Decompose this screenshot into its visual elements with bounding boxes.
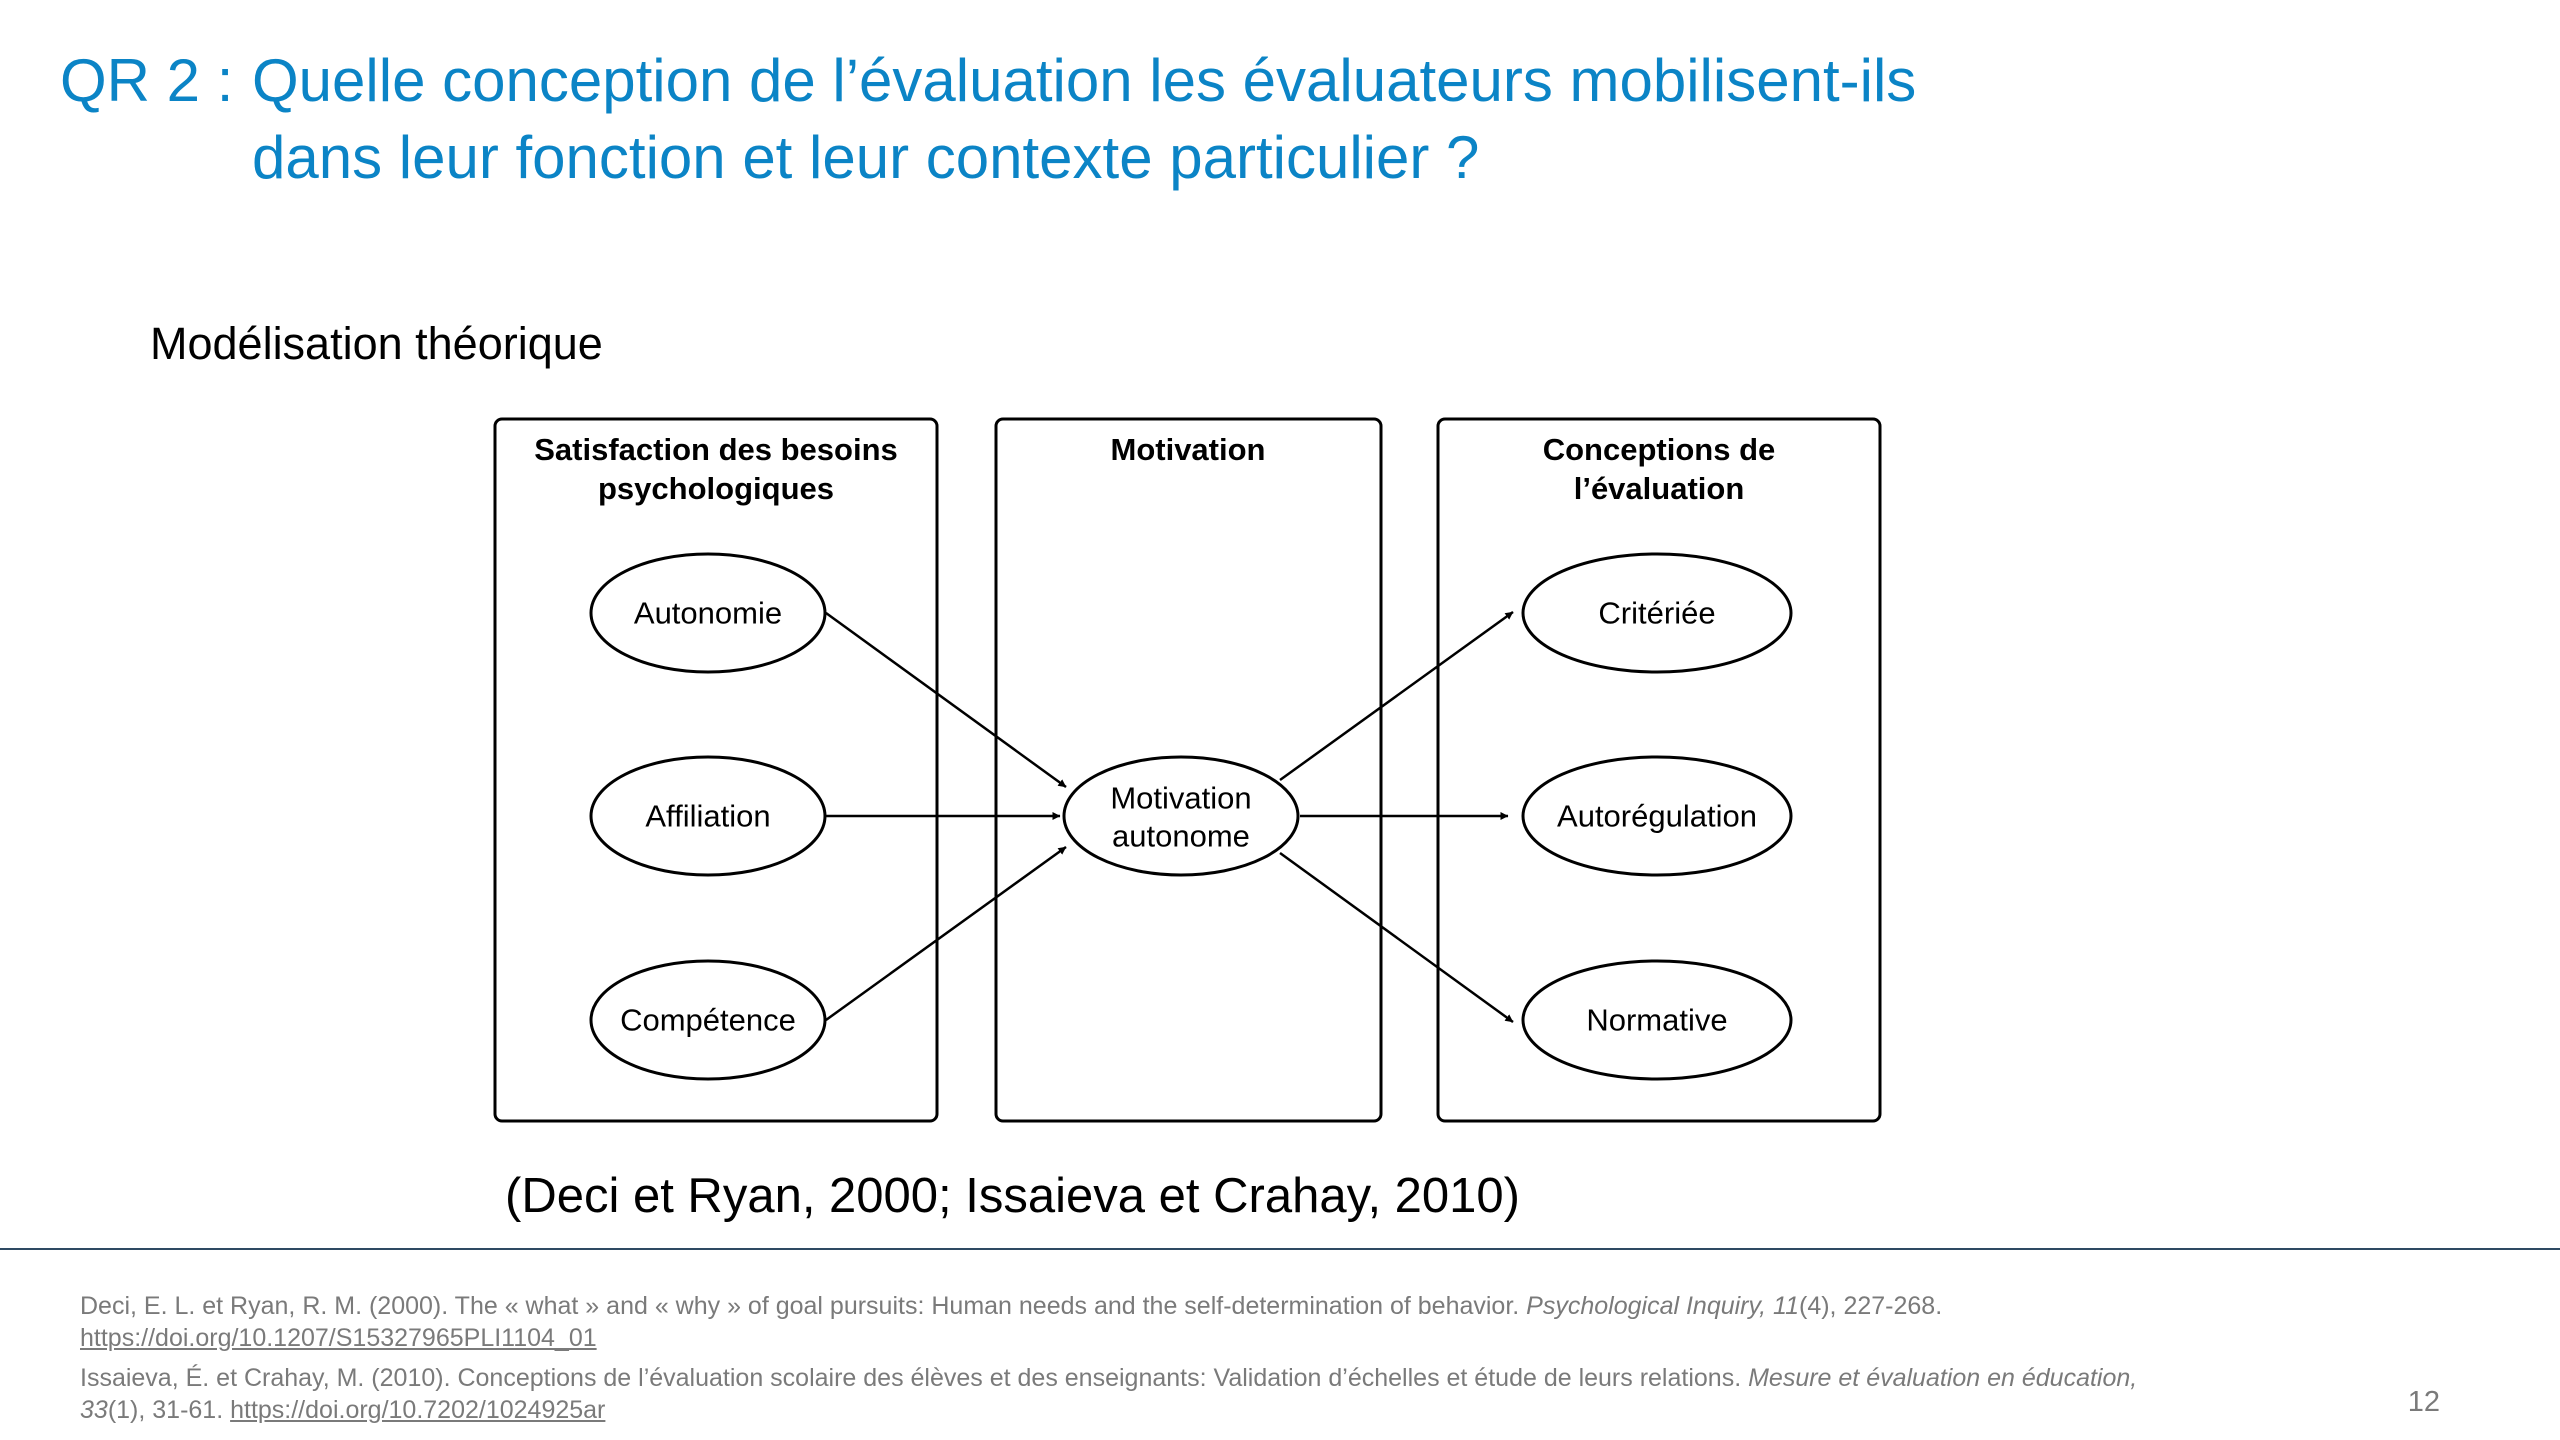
- reference-journal: Psychological Inquiry, 11: [1526, 1292, 1799, 1320]
- conceptions-header-line-2: l’évaluation: [1573, 471, 1745, 506]
- node-autonomie-label: Autonomie: [633, 595, 783, 631]
- needs-header-line-1: Satisfaction des besoins: [534, 432, 898, 467]
- node-autoregulation-label: Autorégulation: [1557, 798, 1757, 834]
- title-prefix: QR 2 :: [60, 47, 234, 114]
- needs-header-line-2: psychologiques: [598, 471, 834, 506]
- edge-motivation-normative: [1280, 853, 1513, 1022]
- node-motivation-label-line-1: Motivation: [1110, 780, 1252, 816]
- motivation-header: Motivation: [1110, 432, 1266, 467]
- node-motivation-label-line-2: autonome: [1112, 818, 1250, 854]
- node-affiliation-label: Affiliation: [645, 798, 771, 834]
- edge-motivation-critériée: [1280, 612, 1513, 780]
- node-normative-label: Normative: [1586, 1002, 1728, 1038]
- reference-deci-ryan: [80, 1290, 2180, 1354]
- node-competence-label: Compétence: [620, 1002, 796, 1038]
- reference-doi-link[interactable]: https://doi.org/10.7202/1024925ar: [230, 1396, 606, 1424]
- references: [80, 1290, 2180, 1434]
- diagram-citation: (Deci et Ryan, 2000; Issaieva et Crahay, 2010): [505, 1169, 1521, 1223]
- conceptions-header-line-1: Conceptions de: [1542, 432, 1776, 467]
- reference-issaieva-crahay: [80, 1362, 2180, 1426]
- reference-doi-link[interactable]: https://doi.org/10.1207/S15327965PLI1104_01: [80, 1324, 597, 1352]
- title-line-2: dans leur fonction et leur contexte particulier ?: [252, 124, 1480, 191]
- reference-text: Deci, E. L. et Ryan, R. M. (2000). The « what » and « why » of goal pursuits: Human needs and the self-determination of behavior.: [80, 1292, 1527, 1320]
- title-line-1: Quelle conception de l’évaluation les évaluateurs mobilisent-ils: [252, 47, 1917, 114]
- node-motivation-autonome: [1064, 757, 1298, 875]
- reference-issue: (4), 227-268.: [1799, 1292, 1943, 1320]
- page-number: 12: [2407, 1386, 2440, 1418]
- reference-journal: Mesure et évaluation en éducation, 33: [80, 1364, 2138, 1424]
- edge-competence-motivation: [826, 847, 1066, 1020]
- reference-text: Issaieva, É. et Crahay, M. (2010). Conceptions de l’évaluation scolaire des élèves et des enseignants: Validation d’échelles et étude de leurs relations.: [80, 1364, 1749, 1392]
- edge-autonomie-motivation: [826, 613, 1066, 787]
- node-critériée-label: Critériée: [1598, 595, 1716, 631]
- reference-issue: (1), 31-61.: [107, 1396, 231, 1424]
- footer-divider: [0, 1248, 2560, 1250]
- subtitle: Modélisation théorique: [150, 318, 603, 369]
